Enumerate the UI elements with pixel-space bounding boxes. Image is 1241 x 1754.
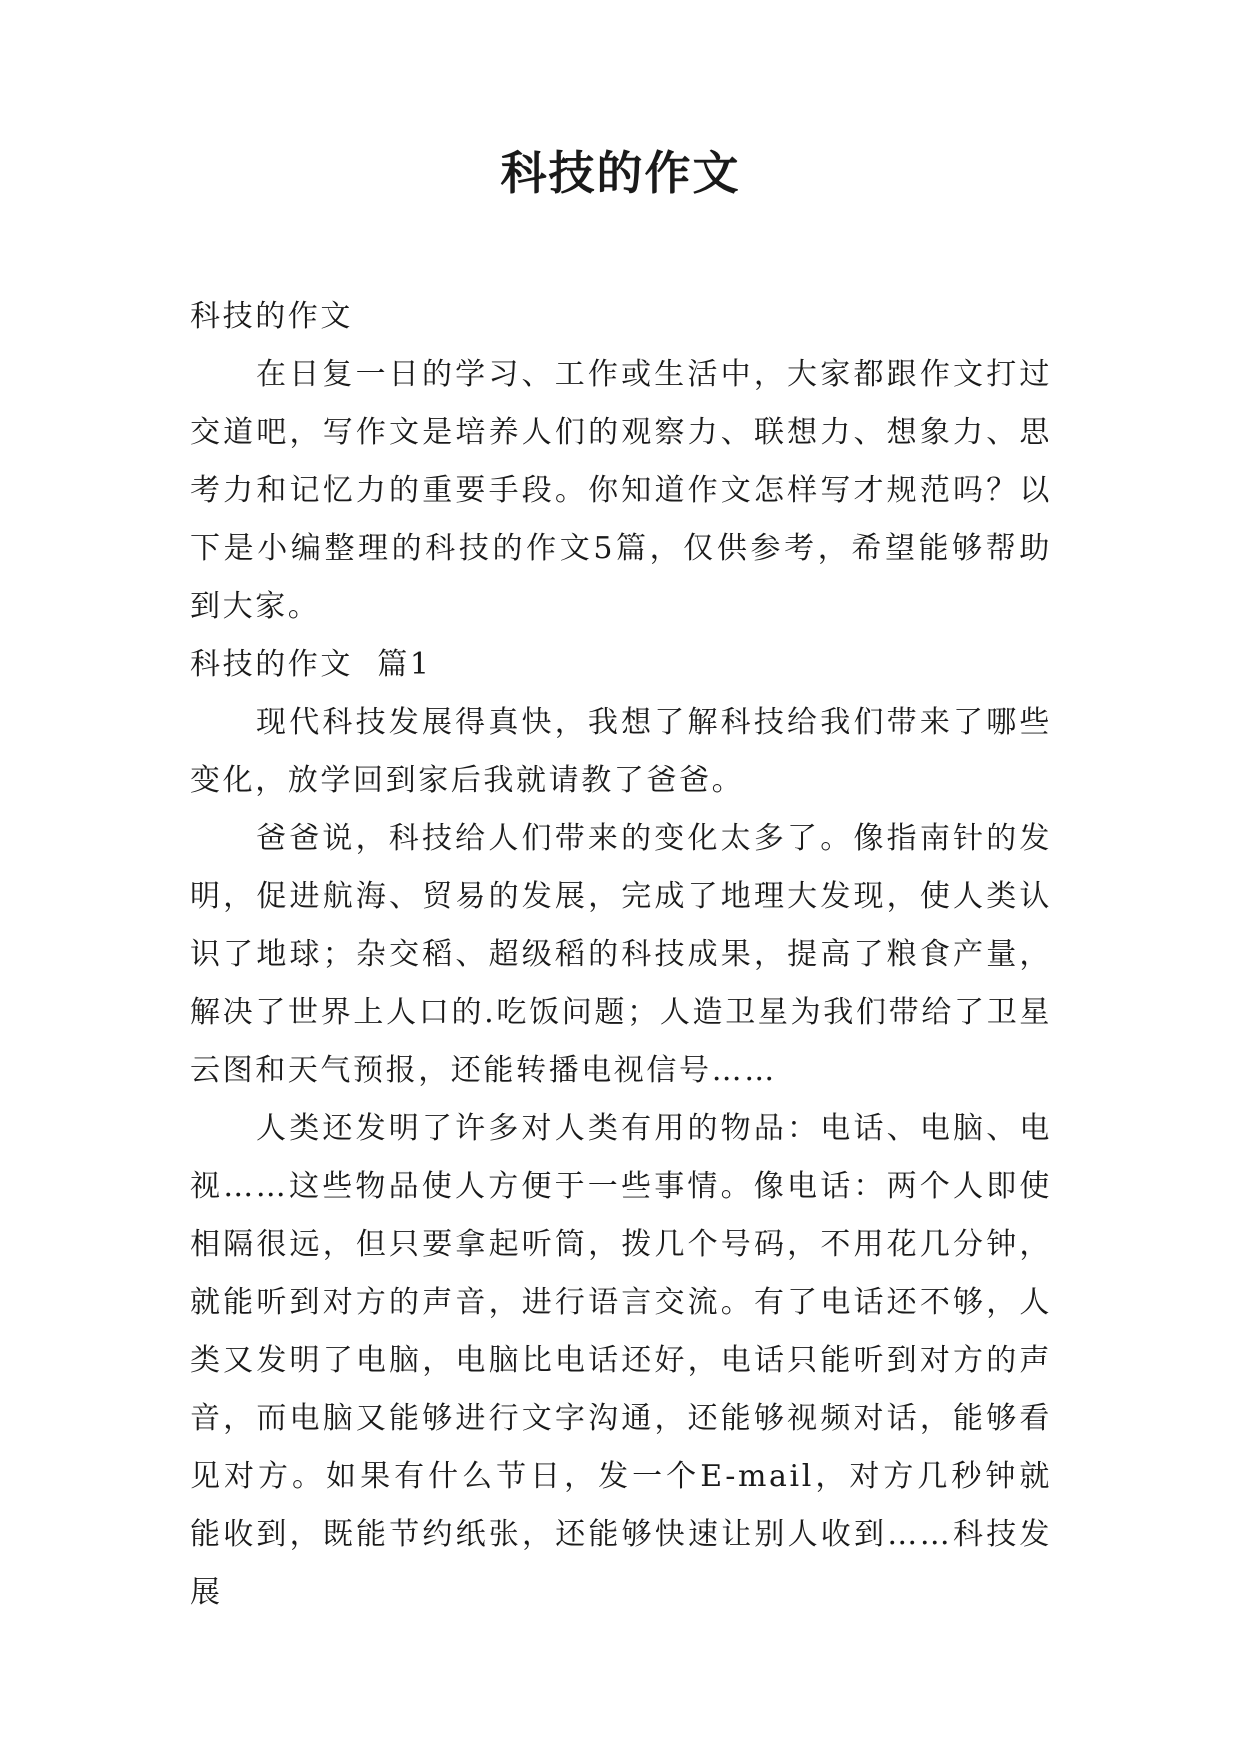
- body-paragraph: 现代科技发展得真快，我想了解科技给我们带来了哪些变化，放学回到家后我就请教了爸爸。: [190, 705, 1052, 798]
- intro-heading: 科技的作文: [190, 299, 353, 334]
- intro-paragraph: 在日复一日的学习、工作或生活中，大家都跟作文打过交道吧，写作文是培养人们的观察力、联想力、想象力、思考力和记忆力的重要手段。你知道作文怎样写才规范吗？以下是小编整理的科技的作文5篇，仅供参考，希望能够帮助到大家。: [190, 357, 1052, 624]
- section-heading: 科技的作文 篇1: [190, 647, 432, 682]
- body-paragraph: 爸爸说，科技给人们带来的变化太多了。像指南针的发明，促进航海、贸易的发展，完成了地理大发现，使人类认识了地球；杂交稻、超级稻的科技成果，提高了粮食产量，解决了世界上人口的.吃饭问题；人造卫星为我们带给了卫星云图和天气预报，还能转播电视信号……: [190, 821, 1052, 1088]
- document-title: 科技的作文: [500, 146, 741, 200]
- body-paragraph: 人类还发明了许多对人类有用的物品：电话、电脑、电视……这些物品使人方便于一些事情。像电话：两个人即使相隔很远，但只要拿起听筒，拨几个号码，不用花几分钟，就能听到对方的声音，进行语言交流。有了电话还不够，人类又发明了电脑，电脑比电话还好，电话只能听到对方的声音，而电脑又能够进行文字沟通，还能够视频对话，能够看见对方。如果有什么节日，发一个E-mail，对方几秒钟就能收到，既能节约纸张，还能够快速让别人收到……科技发展: [190, 1111, 1052, 1610]
- document-body: [190, 288, 1052, 1622]
